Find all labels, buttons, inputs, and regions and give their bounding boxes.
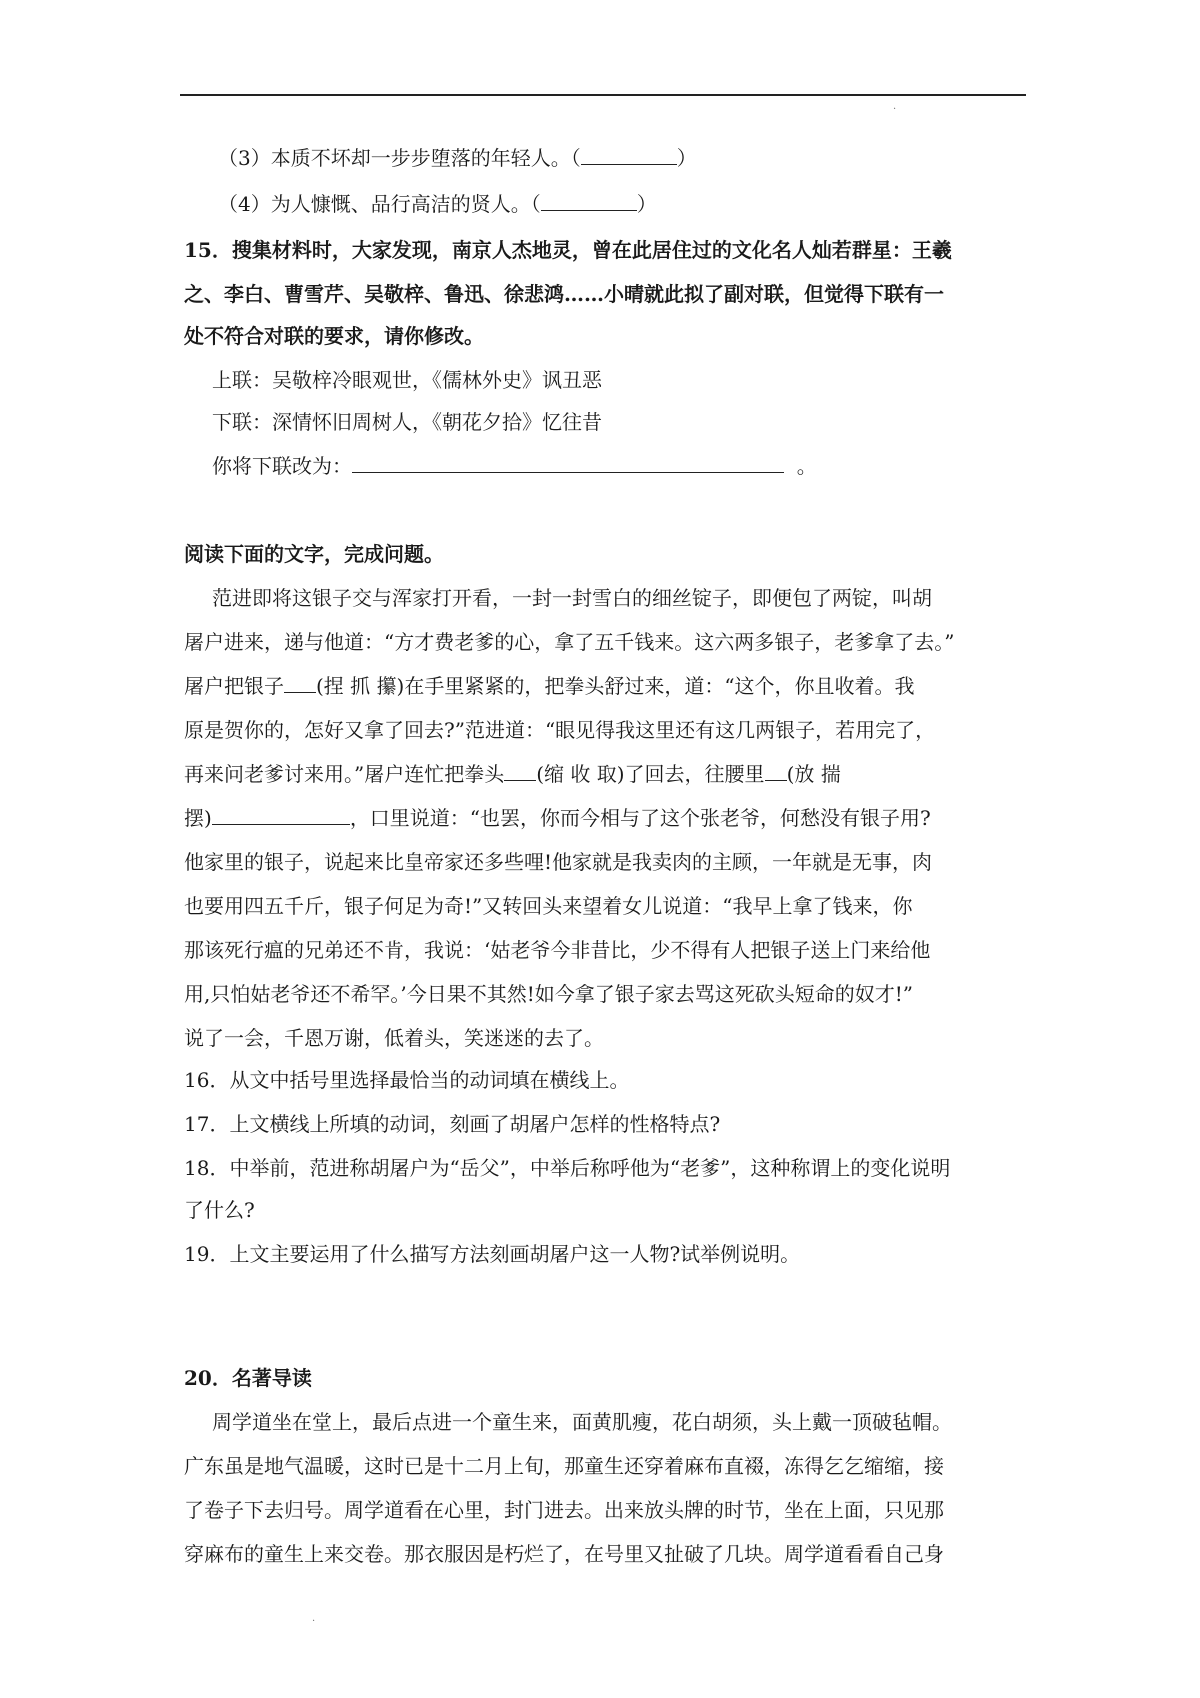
reading-heading: 阅读下面的文字，完成问题。 — [184, 542, 444, 566]
q14-item-4: （4）为人慷慨、品行高洁的贤人。（ ） — [218, 192, 657, 216]
q14-item-3: （3）本质不坏却一步步堕落的年轻人。（ ） — [218, 146, 697, 170]
passage-line: 屠户把银子 (捏 抓 攥)在手里紧紧的，把拳头舒过来，道：“这个，你且收着。我 — [184, 674, 915, 698]
q20-passage-line: 广东虽是地气温暖，这时已是十二月上旬，那童生还穿着麻布直裰，冻得乞乞缩缩，接 — [184, 1454, 944, 1478]
passage-line: 用,只怕姑老爷还不希罕。’今日果不其然!如今拿了银子家去骂这死砍头短命的奴才!” — [184, 982, 914, 1006]
question-17: 17．上文横线上所填的动词，刻画了胡屠户怎样的性格特点? — [184, 1112, 721, 1136]
q15-stem-line-1: 15．搜集材料时，大家发现，南京人杰地灵，曾在此居住过的文化名人灿若群星：王羲 — [184, 238, 952, 262]
passage-line: 他家里的银子，说起来比皇帝家还多些哩!他家就是我卖肉的主顾，一年就是无事，肉 — [184, 850, 933, 874]
q15-stem-line-3: 处不符合对联的要求，请你修改。 — [184, 324, 484, 348]
question-18: 18．中举前，范进称胡屠户为“岳父”，中举后称呼他为“老爹”，这种称谓上的变化说明 — [184, 1156, 951, 1180]
passage-line: 再来问老爹讨来用。”屠户连忙把拳头 (缩 收 取)了回去，往腰里 (放 揣 — [184, 762, 841, 786]
passage-line: 说了一会，千恩万谢，低着头，笑迷迷的去了。 — [184, 1026, 604, 1050]
answer-blank[interactable] — [284, 674, 316, 693]
q15-answer-line: 你将下联改为： 。 — [212, 454, 817, 478]
q20-heading: 20．名著导读 — [184, 1366, 312, 1390]
question-16: 16．从文中括号里选择最恰当的动词填在横线上。 — [184, 1068, 630, 1092]
answer-blank[interactable] — [541, 192, 637, 211]
header-rule — [180, 94, 1026, 96]
passage-line: 屠户进来，递与他道：“方才费老爹的心，拿了五千钱来。这六两多银子，老爹拿了去。” — [184, 630, 955, 654]
q20-passage-line: 穿麻布的童生上来交卷。那衣服因是朽烂了，在号里又扯破了几块。周学道看看自己身 — [184, 1542, 944, 1566]
answer-blank[interactable] — [352, 454, 784, 473]
question-18-cont: 了什么? — [184, 1198, 255, 1222]
top-mark: · — [893, 104, 897, 115]
bottom-mark: · — [312, 1616, 316, 1627]
couplet-upper: 上联：吴敬梓冷眼观世，《儒林外史》讽丑恶 — [212, 368, 602, 392]
answer-blank[interactable] — [765, 762, 787, 781]
answer-blank[interactable] — [504, 762, 536, 781]
passage-line: 那该死行瘟的兄弟还不肯，我说：‘姑老爷今非昔比，少不得有人把银子送上门来给他 — [184, 938, 931, 962]
answer-blank[interactable] — [581, 146, 677, 165]
couplet-lower: 下联：深情怀旧周树人，《朝花夕拾》忆往昔 — [212, 410, 602, 434]
passage-line: 范进即将这银子交与浑家打开看，一封一封雪白的细丝锭子，即便包了两锭，叫胡 — [212, 586, 932, 610]
passage-line: 也要用四五千斤，银子何足为奇!”又转回头来望着女儿说道：“我早上拿了钱来，你 — [184, 894, 913, 918]
q15-stem-line-2: 之、李白、曹雪芹、吴敬梓、鲁迅、徐悲鸿……小晴就此拟了副对联，但觉得下联有一 — [184, 282, 944, 306]
passage-line: 摆) ，口里说道：“也罢，你而今相与了这个张老爷，何愁没有银子用? — [184, 806, 931, 830]
question-19: 19．上文主要运用了什么描写方法刻画胡屠户这一人物?试举例说明。 — [184, 1242, 801, 1266]
answer-blank[interactable] — [212, 806, 350, 825]
passage-line: 原是贺你的，怎好又拿了回去?”范进道：“眼见得我这里还有这几两银子，若用完了， — [184, 718, 936, 742]
q20-passage-line: 了卷子下去归号。周学道看在心里，封门进去。出来放头牌的时节，坐在上面，只见那 — [184, 1498, 944, 1522]
q20-passage-line: 周学道坐在堂上，最后点进一个童生来，面黄肌瘦，花白胡须，头上戴一顶破毡帽。 — [212, 1410, 952, 1434]
